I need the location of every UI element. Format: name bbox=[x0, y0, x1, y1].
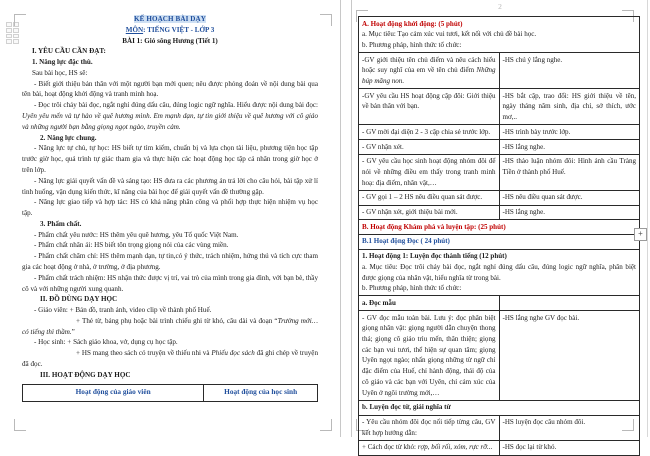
cell-student-a5: -HS thảo luận nhóm đôi: Hình ảnh cầu Tràng Tiền ở thành phố Huế. bbox=[499, 154, 640, 190]
heading-section-a: A. Hoạt động khởi động: (5 phút) bbox=[362, 19, 463, 28]
table-row bbox=[359, 249, 640, 296]
heading-3-pham-chat: 3. Phẩm chất. bbox=[40, 219, 82, 228]
cell-teacher-a7: - GV nhận xét, giới thiệu bài mới. bbox=[359, 205, 500, 220]
subject-line bbox=[22, 25, 318, 36]
table-row bbox=[359, 440, 640, 455]
para-2-bullet-3: - Năng lực giao tiếp và hợp tác: HS có khả năng phân công và phối hợp thực hiện nhiệm vụ học tập. bbox=[22, 198, 318, 218]
table-row bbox=[359, 311, 640, 401]
cell-teacher-a6: - GV gọi 1 – 2 HS nêu điều quan sát được. bbox=[359, 190, 500, 205]
page-number: 2 bbox=[498, 2, 502, 11]
para-ii-hs2-tail: đã ghi chép về truyện đã đọc. bbox=[22, 349, 318, 368]
cell-teacher-a3: - GV mời đại diện 2 - 3 cặp chia sẻ trước lớp. bbox=[359, 125, 500, 140]
lesson-line: BÀI 1: Gió sông Hương (Tiết 1) bbox=[122, 36, 218, 45]
drag-grip-icon[interactable] bbox=[6, 22, 19, 44]
cell-teacher-a1 bbox=[359, 53, 500, 89]
heading-section-b1: B.1 Hoạt động Đọc ( 24 phút) bbox=[359, 234, 640, 249]
cell-teacher-a2: -GV yêu cầu HS hoạt động cặp đôi: Giới thiệu về bản thân với bạn. bbox=[359, 89, 500, 125]
para-3-bullet-1: - Phẩm chất yêu nước: HS thêm yêu quê hương, yêu Tổ quốc Việt Nam. bbox=[34, 230, 239, 239]
para-1-bullet-1: - Biết giới thiệu bản thân với một người bạn mới quen; nêu được phỏng đoán về nội dung bài qua tên bài, hoạt động khởi động và tranh minh hoạ. bbox=[22, 79, 318, 99]
para-ii-gv2-tail: ” bbox=[71, 327, 75, 336]
table-row bbox=[359, 125, 640, 140]
para-1-bullet-2-italic: Uyên yêu mến và tự hào về quê hương mình. Em mạnh dạn, tự tin giới thiệu về quê hương với cô giáo và những người bạn bằng giọng ngọt ngào, truyền cảm. bbox=[22, 112, 318, 131]
heading-section-i: I. YÊU CẦU CẦN ĐẠT: bbox=[32, 47, 106, 56]
add-column-button[interactable]: + bbox=[634, 228, 647, 241]
heading-activity-1: 1. Hoạt động 1: Luyện đọc thành tiếng (12 phút) bbox=[362, 252, 507, 261]
heading-luyen-doc-tu: b. Luyện đọc từ, giải nghĩa từ bbox=[359, 400, 640, 415]
page-right-edge bbox=[647, 0, 648, 437]
cell-student-cach-doc: -HS đọc lại từ khó. bbox=[499, 440, 640, 455]
right-page-body bbox=[358, 16, 640, 456]
heading-doc-mau: a. Đọc mẫu bbox=[359, 296, 500, 311]
margin-mark-top-right bbox=[320, 14, 332, 26]
table-header-row bbox=[23, 384, 318, 401]
cell-student-doc-mau-blank bbox=[499, 296, 640, 311]
para-ii-hs2-italic: Phiếu đọc sách bbox=[211, 349, 255, 358]
table-row bbox=[359, 17, 640, 53]
activities-table bbox=[22, 384, 318, 402]
para-ii-gv2-italic: Trường mới…có tiếng thì thầm. bbox=[22, 316, 318, 336]
table-row bbox=[359, 154, 640, 190]
page-title-text: KẾ HOẠCH BÀI DẠY bbox=[134, 15, 206, 23]
column-header-teacher: Hoạt động của giáo viên bbox=[23, 384, 204, 401]
page-title bbox=[22, 14, 318, 25]
table-row bbox=[359, 190, 640, 205]
table-row bbox=[359, 415, 640, 440]
table-row bbox=[359, 234, 640, 249]
section-a-phuong-phap: b. Phương pháp, hình thức tổ chức: bbox=[362, 40, 462, 49]
table-row bbox=[359, 53, 640, 89]
cell-student-luyen-doc: -HS luyện đọc câu nhóm đôi. bbox=[499, 415, 640, 440]
para-ii-hoc-sinh: - Học sinh: + Sách giáo khoa, vở, dụng cụ học tập. bbox=[34, 338, 178, 347]
para-3-bullet-3: - Phẩm chất chăm chỉ: HS thêm mạnh dạn, tự tin,có ý thức, trách nhiệm, hứng thú và tích cực tham gia các hoạt động ở nhà, ở trường, ở địa phương. bbox=[22, 252, 318, 271]
para-3-bullet-2: - Phẩm chất nhân ái: HS biết tôn trọng giọng nói của các vùng miền. bbox=[34, 241, 229, 250]
table-row bbox=[359, 220, 640, 235]
activity-1-muc-tieu: a. Mục tiêu: Đọc trôi chảy bài đọc, ngắt nghỉ đúng dấu câu, đúng logic ngữ nghĩa, phân biệt được giọng của nhân vật, hiểu nghĩa từ trong bài. bbox=[362, 262, 636, 282]
heading-section-ii: II. ĐỒ DÙNG DẠY HỌC bbox=[40, 295, 118, 304]
cell-student-a7: -HS lắng nghe. bbox=[499, 205, 640, 220]
para-2-bullet-1: - Năng lực tự chủ, tự học: HS biết tự tìm kiếm, chuẩn bị và lựa chọn tài liệu, phương tiện học tập trước giờ học, quá trình tự giác tham gia và thực hiện các hoạt động học tập cá nhân trong giờ học ở trên lớp. bbox=[22, 144, 318, 174]
column-header-student: Hoạt động của học sinh bbox=[204, 384, 318, 401]
para-ii-giao-vien: - Giáo viên: + Bản đồ, tranh ảnh, video clip về thành phố Huế. bbox=[34, 306, 212, 315]
cell-student-a3: -HS trình bày trước lớp. bbox=[499, 125, 640, 140]
margin-mark-bottom-right bbox=[320, 419, 332, 431]
para-sau-bai-hoc: Sau bài học, HS sẽ: bbox=[32, 68, 88, 77]
para-2-bullet-2: - Năng lực giải quyết vấn đề và sáng tạo: HS đưa ra các phương án trả lời cho câu hỏi, bài tập xử lí tình huống, vận dụng kiến thức, kĩ năng của bài học để giải quyết vấn đề thường gặp. bbox=[22, 176, 318, 196]
cell-student-a6: -HS nêu điều quan sát được. bbox=[499, 190, 640, 205]
cell-teacher-cach-doc-plain: + Cách đọc từ khó: bbox=[362, 443, 418, 452]
para-ii-giao-vien-2 bbox=[22, 316, 318, 338]
cell-teacher-luyen-doc: - Yêu cầu nhóm đôi đọc nối tiếp từng câu, GV kết hợp hướng dẫn: bbox=[359, 415, 500, 440]
cell-teacher-a4: - GV nhận xét. bbox=[359, 140, 500, 155]
table-row bbox=[359, 400, 640, 415]
margin-mark-bottom-left bbox=[14, 419, 26, 431]
cell-student-a1: -HS chú ý lắng nghe. bbox=[499, 53, 640, 89]
cell-teacher-cach-doc-italic: rợp, bối rối, xóm, rực rỡ... bbox=[417, 443, 493, 452]
heading-1-nang-luc-dac-thu: 1. Năng lực đặc thù. bbox=[32, 58, 93, 67]
table-row bbox=[359, 89, 640, 125]
cell-teacher-doc-mau: - GV đọc mẫu toàn bài. Lưu ý: đọc phân biệt giọng nhân vật: giọng người dẫn chuyện thong thả; giọng cô giáo trìu mến, thân thiện; giọng các bạn vui tươi, thể hiện sự quan tâm; giọng Uyên ngọt ngào; nhấn giọng những từ ngữ chỉ đặc điểm của Huế, chỉ hành động, thái độ của cô giáo và các bạn với Uyên, chỉ cảm xúc của Uyên ở ngôi trường mới,… bbox=[359, 311, 500, 401]
heading-section-b: B. Hoạt động Khám phá và luyện tập: (25 phút) bbox=[359, 220, 640, 235]
cell-teacher-a1-plain: -GV giới thiệu tên chủ điểm và nêu cách hiểu hoặc suy nghĩ của em về tên chủ điểm bbox=[362, 55, 496, 75]
cell-teacher-a1-italic: Những búp măng non. bbox=[362, 66, 496, 86]
para-ii-gv2-plain: + Thẻ từ, bảng phụ hoặc bài trình chiếu ghi từ khó, câu dài và đoạn “ bbox=[76, 316, 278, 325]
para-1-bullet-2 bbox=[22, 100, 318, 132]
para-3-bullet-4: - Phẩm chất trách nhiệm: HS nhận thức được vị trí, vai trò của mình trong gia đình, với bạn bè, thầy cô và với những người xung quanh. bbox=[22, 273, 318, 293]
cell-student-doc-mau: -HS lắng nghe GV đọc bài. bbox=[499, 311, 640, 401]
para-ii-hoc-sinh-2 bbox=[22, 348, 318, 370]
para-ii-hs2-plain: + HS mang theo sách có truyện về thiếu nhi và bbox=[76, 349, 212, 358]
cell-student-a2: -HS bắt cặp, trao đổi: HS giới thiệu về tên, ngày tháng năm sinh, địa chỉ, sở thích, ước mơ,.. bbox=[499, 89, 640, 125]
cell-section-a-header bbox=[359, 17, 640, 53]
activity-1-phuong-phap: b. Phương pháp, hình thức tổ chức: bbox=[362, 284, 462, 293]
table-row bbox=[359, 140, 640, 155]
heading-2-nang-luc-chung: 2. Năng lực chung. bbox=[40, 133, 97, 142]
para-1-bullet-2-plain: - Đọc trôi chảy bài đọc, ngắt nghỉ đúng dấu câu, đúng logic ngữ nghĩa. Hiểu được nội dung bài đọc: bbox=[34, 101, 318, 110]
table-row bbox=[359, 296, 640, 311]
cell-teacher-cach-doc bbox=[359, 440, 500, 455]
left-page-body bbox=[22, 14, 318, 402]
page-right bbox=[352, 0, 648, 452]
cell-activity-1-header bbox=[359, 249, 640, 296]
subject-label: MÔN bbox=[125, 25, 144, 34]
cell-student-a4: -HS lắng nghe. bbox=[499, 140, 640, 155]
heading-section-iii: III. HOẠT ĐỘNG DẠY HỌC bbox=[40, 370, 131, 379]
cell-teacher-a5: - GV yêu cầu học sinh hoạt động nhóm đôi để nói về những điều em thấy trong tranh minh hoạ: địa điểm, nhân vật,… bbox=[359, 154, 500, 190]
table-row bbox=[359, 205, 640, 220]
subject-value: : TIẾNG VIỆT - LỚP 3 bbox=[143, 25, 215, 34]
section-a-muc-tieu: a. Mục tiêu: Tạo cảm xúc vui tươi, kết nối với chủ đề bài học. bbox=[362, 30, 537, 39]
page-gutter bbox=[340, 0, 352, 437]
activities-table-continued bbox=[358, 16, 640, 456]
